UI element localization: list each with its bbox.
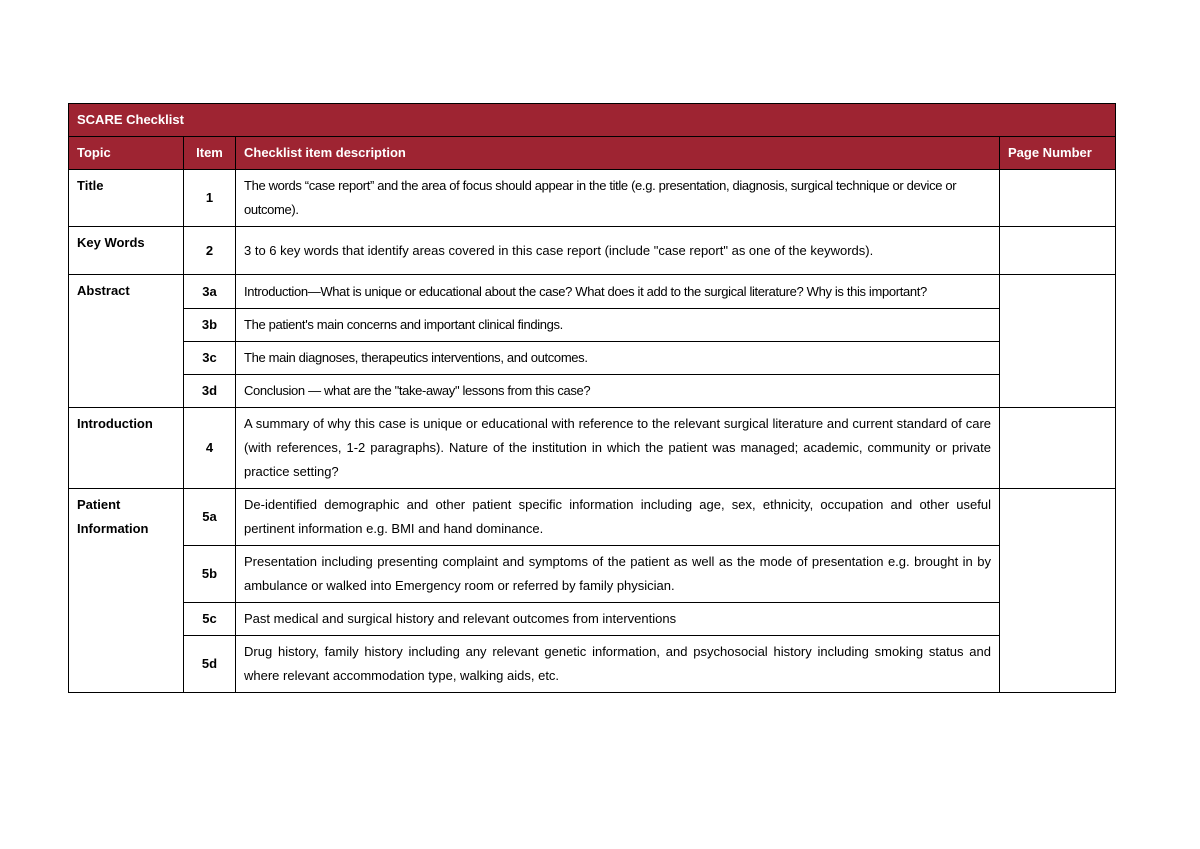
page-number-cell[interactable] — [1000, 227, 1116, 275]
table-row — [69, 375, 1116, 408]
item-description: Presentation including presenting complaint and symptoms of the patient as well as the mode of presentation e.g. brought in by ambulance or walked into Emergency room or referred by family physician. — [236, 546, 1000, 603]
item-number: 1 — [184, 170, 236, 227]
page-number-cell[interactable] — [1000, 275, 1116, 408]
item-description: Past medical and surgical history and relevant outcomes from interventions — [236, 603, 1000, 636]
item-description: The patient's main concerns and important clinical findings. — [236, 309, 1000, 342]
table-header-row — [69, 137, 1116, 170]
table-row — [69, 603, 1116, 636]
table-row — [69, 408, 1116, 489]
header-page-number: Page Number — [1000, 137, 1116, 170]
table-row — [69, 546, 1116, 603]
topic-cell — [69, 489, 184, 693]
table-row — [69, 309, 1116, 342]
header-topic: Topic — [69, 137, 184, 170]
item-number: 3c — [184, 342, 236, 375]
scare-checklist-table — [68, 103, 1116, 693]
item-description: Conclusion — what are the "take-away" lessons from this case? — [236, 375, 1000, 408]
topic-line: Information — [77, 521, 149, 536]
item-number: 3a — [184, 275, 236, 309]
item-number: 5d — [184, 636, 236, 693]
topic-line: Patient — [77, 497, 121, 512]
item-description: Drug history, family history including any relevant genetic information, and psychosocial history including smoking status and where relevant accommodation type, walking aids, etc. — [236, 636, 1000, 693]
table-title: SCARE Checklist — [69, 104, 1116, 137]
item-number: 4 — [184, 408, 236, 489]
checklist-sheet — [68, 103, 1115, 693]
table-row — [69, 636, 1116, 693]
topic-cell: Key Words — [69, 227, 184, 275]
item-number: 5c — [184, 603, 236, 636]
item-number: 2 — [184, 227, 236, 275]
item-number: 5b — [184, 546, 236, 603]
page-number-cell[interactable] — [1000, 170, 1116, 227]
table-row — [69, 489, 1116, 546]
header-item: Item — [184, 137, 236, 170]
topic-cell: Introduction — [69, 408, 184, 489]
item-description: De-identified demographic and other patient specific information including age, sex, ethnicity, occupation and other useful pertinent information e.g. BMI and hand dominance. — [236, 489, 1000, 546]
item-number: 3b — [184, 309, 236, 342]
item-description: Introduction—What is unique or educational about the case? What does it add to the surgical literature? Why is this important? — [236, 275, 1000, 309]
table-row — [69, 275, 1116, 309]
page-number-cell[interactable] — [1000, 489, 1116, 693]
table-row — [69, 342, 1116, 375]
item-description: The words “case report” and the area of focus should appear in the title (e.g. presentation, diagnosis, surgical technique or device or outcome). — [236, 170, 1000, 227]
item-number: 5a — [184, 489, 236, 546]
table-title-row — [69, 104, 1116, 137]
item-description: 3 to 6 key words that identify areas covered in this case report (include "case report" as one of the keywords). — [236, 227, 1000, 275]
table-row — [69, 170, 1116, 227]
topic-cell: Abstract — [69, 275, 184, 408]
topic-cell: Title — [69, 170, 184, 227]
page-number-cell[interactable] — [1000, 408, 1116, 489]
table-row — [69, 227, 1116, 275]
header-description: Checklist item description — [236, 137, 1000, 170]
item-number: 3d — [184, 375, 236, 408]
item-description: The main diagnoses, therapeutics interventions, and outcomes. — [236, 342, 1000, 375]
item-description: A summary of why this case is unique or educational with reference to the relevant surgical literature and current standard of care (with references, 1-2 paragraphs). Nature of the institution in which the patient was managed; academic, community or private practice setting? — [236, 408, 1000, 489]
